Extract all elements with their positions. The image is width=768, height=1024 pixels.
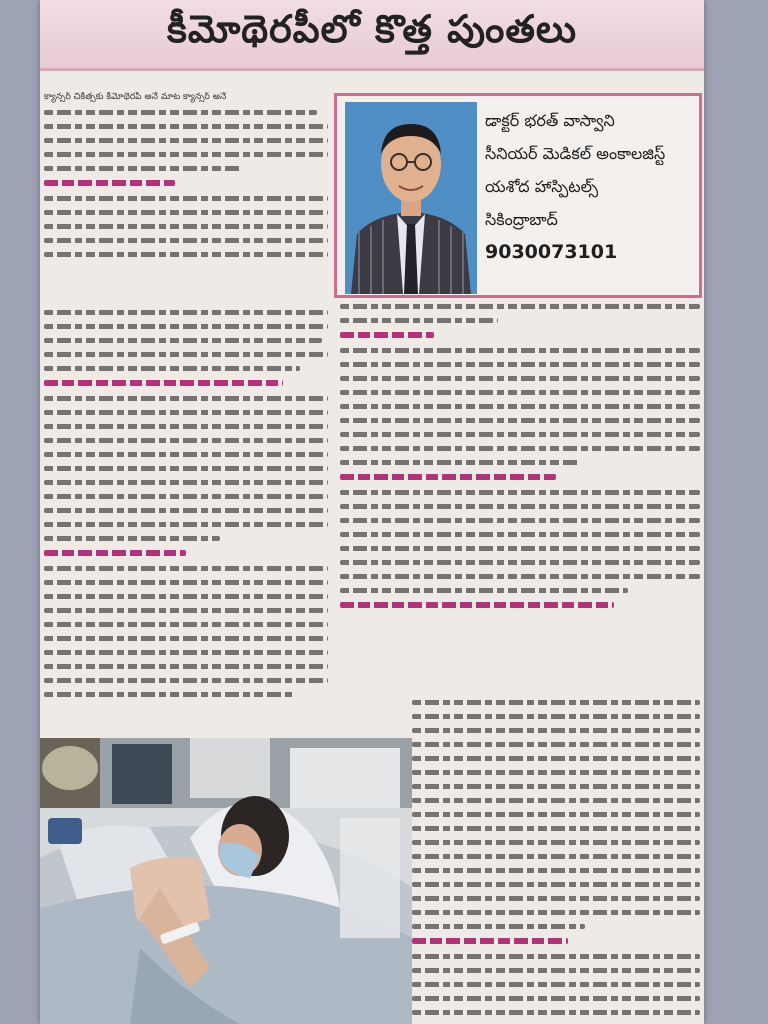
right-column-top [340,304,700,618]
headline: కీమోథెరపీలో కొత్త పుంతలు [40,0,704,71]
doctor-info [485,104,699,269]
doctor-profile-box [334,93,702,298]
newspaper-clipping [40,0,704,1024]
left-column-body [44,310,328,706]
doctor-hospital: యశోద హాస్పిటల్స్ [485,177,599,196]
doctor-name: డాక్టర్ భరత్ వాస్వాని [485,111,615,130]
left-column-top [44,92,328,266]
lead-paragraph-first-line: క్యాన్సర్ చికిత్సకు కీమోథెరపీ అనే మాట క్యాన్సర్ అనే [44,92,227,102]
patient-in-hospital-bed-photo [40,738,412,1024]
doctor-portrait-photo [345,102,477,294]
right-column-bottom [412,700,700,1024]
doctor-phone: 9030073101 [485,241,618,263]
doctor-city: సికింద్రాబాద్ [485,210,558,229]
doctor-designation: సీనియర్ మెడికల్ అంకాలజిస్ట్ [485,144,666,163]
